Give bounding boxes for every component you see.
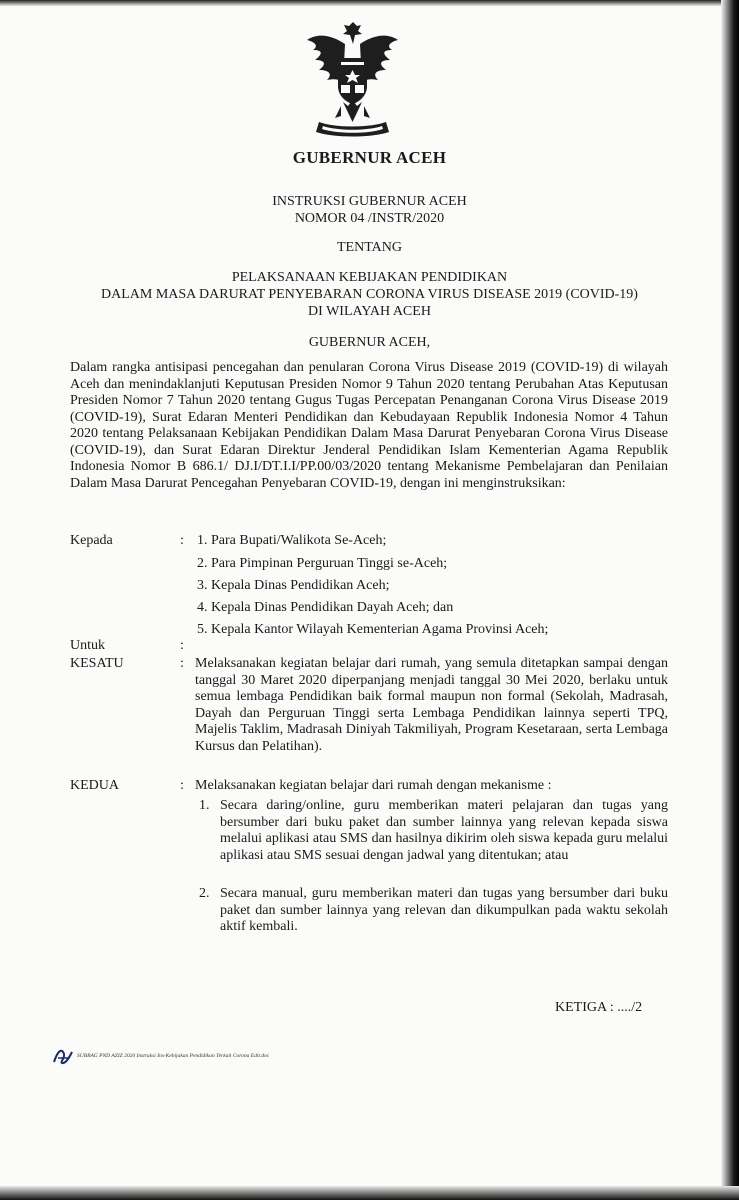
instruction-number: NOMOR 04 /INSTR/2020 [294,211,445,226]
kesatu-text: Melaksanakan kegiatan belajar dari rumah, yang semula ditetapkan sampai dengan tanggal 30 Maret 2020 diperpanjang menjadi tanggal 30 Mei 2020, berlaku untuk semua lembaga Pendidikan baik formal maupun non formal (Sekolah, Madrasah, Dayah dan Perguruan Tinggi serta Lembaga Pendidikan lainnya seperti TPQ, Majelis Taklim, Madrasah Diniyah Takmiliyah, Program Kesetaraan, serta Lembaga Kursus dan Pelatihan). [195,656,668,754]
kedua-label: KEDUA [70,778,119,793]
mechanism-number: 2. [199,886,210,901]
mechanism-text: Secara daring/online, guru memberikan materi pelajaran dan tugas yang bersumber dari buku paket dan sumber lainnya yang relevan kepada siswa melalui aplikasi atau SMS dan hasilnya dikirim oleh siswa kepada guru melalui aplikasi atau SMS sesuai dengan jadwal yang ditentukan; atau [220,798,668,863]
kepada-colon: : [180,533,184,548]
kedua-colon: : [180,778,184,793]
garuda-emblem-icon [305,22,400,140]
scan-bottom-edge [0,1186,739,1200]
page-continuation: KETIGA : ..../2 [555,1000,643,1015]
subject-line-1: PELAKSANAAN KEBIJAKAN PENDIDIKAN [231,270,508,285]
recipient-item: 5. Kepala Kantor Wilayah Kementerian Agama Provinsi Aceh; [197,622,549,637]
about-heading: TENTANG [337,240,402,255]
mechanism-item [199,798,668,864]
untuk-colon: : [180,638,184,653]
scan-top-edge [0,0,739,6]
mechanism-number: 1. [199,798,210,813]
subject-line-2: DALAM MASA DARURAT PENYEBARAN CORONA VIRUS DISEASE 2019 (COVID-19) [101,287,638,302]
footer-file-path: SUBBAG PND AZIZ 2020 Instruksi Ins-Kebijakan Pendidikan Terkait Corona Edit.doc [77,1053,270,1059]
recipient-item: 1. Para Bupati/Walikota Se-Aceh; [197,533,387,548]
mechanism-text: Secara manual, guru memberikan materi dan tugas yang bersumber dari buku paket dan sumber lainnya yang relevan dan dikumpulkan pada waktu sekolah aktif kembali. [220,886,668,934]
mechanism-item [199,886,668,936]
recipient-item: 3. Kepala Dinas Pendidikan Aceh; [197,578,390,593]
preamble-paragraph: Dalam rangka antisipasi pencegahan dan penularan Corona Virus Disease 2019 (COVID-19) di wilayah Aceh dan menindaklanjuti Keputusan Presiden Nomor 9 Tahun 2020 tentang Perubahan Atas Keputusan Presiden Nomor 7 Tahun 2020 tentang Gugus Tugas Percepatan Penanganan Corona Virus Disease 2019 (COVID-19), Surat Edaran Menteri Pendidikan dan Kebudayaan Republik Indonesia Nomor 4 Tahun 2020 tentang Pelaksanaan Kebijakan Pendidikan Dalam Masa Darurat Penyebaran Corona Virus Disease (COVID-19), dan Surat Edaran Direktur Jenderal Pendidikan Islam Kementerian Agama Republik Indonesia Nomor B 686.1/ DJ.I/DT.I.I/PP.00/03/2020 tentang Mekanisme Pembelajaran dan Penilaian Dalam Masa Darurat Pencegahan Penyebaran COVID-19, dengan ini menginstruksikan: [70,360,668,491]
signature-logo-icon [52,1046,74,1066]
recipient-item: 4. Kepala Dinas Pendidikan Dayah Aceh; dan [197,600,454,615]
untuk-label: Untuk [70,638,105,653]
office-title: GUBERNUR ACEH [292,148,447,167]
kesatu-colon: : [180,656,184,671]
recipient-item: 2. Para Pimpinan Perguruan Tinggi se-Aceh; [197,556,448,571]
kepada-label: Kepada [70,533,113,548]
scan-right-edge [721,0,739,1200]
instruction-title: INSTRUKSI GUBERNUR ACEH [272,194,467,209]
subject-line-3: DI WILAYAH ACEH [308,304,431,319]
issuer-heading: GUBERNUR ACEH, [308,335,431,350]
kedua-intro: Melaksanakan kegiatan belajar dari rumah dengan mekanisme : [195,778,552,793]
kesatu-label: KESATU [70,656,124,671]
